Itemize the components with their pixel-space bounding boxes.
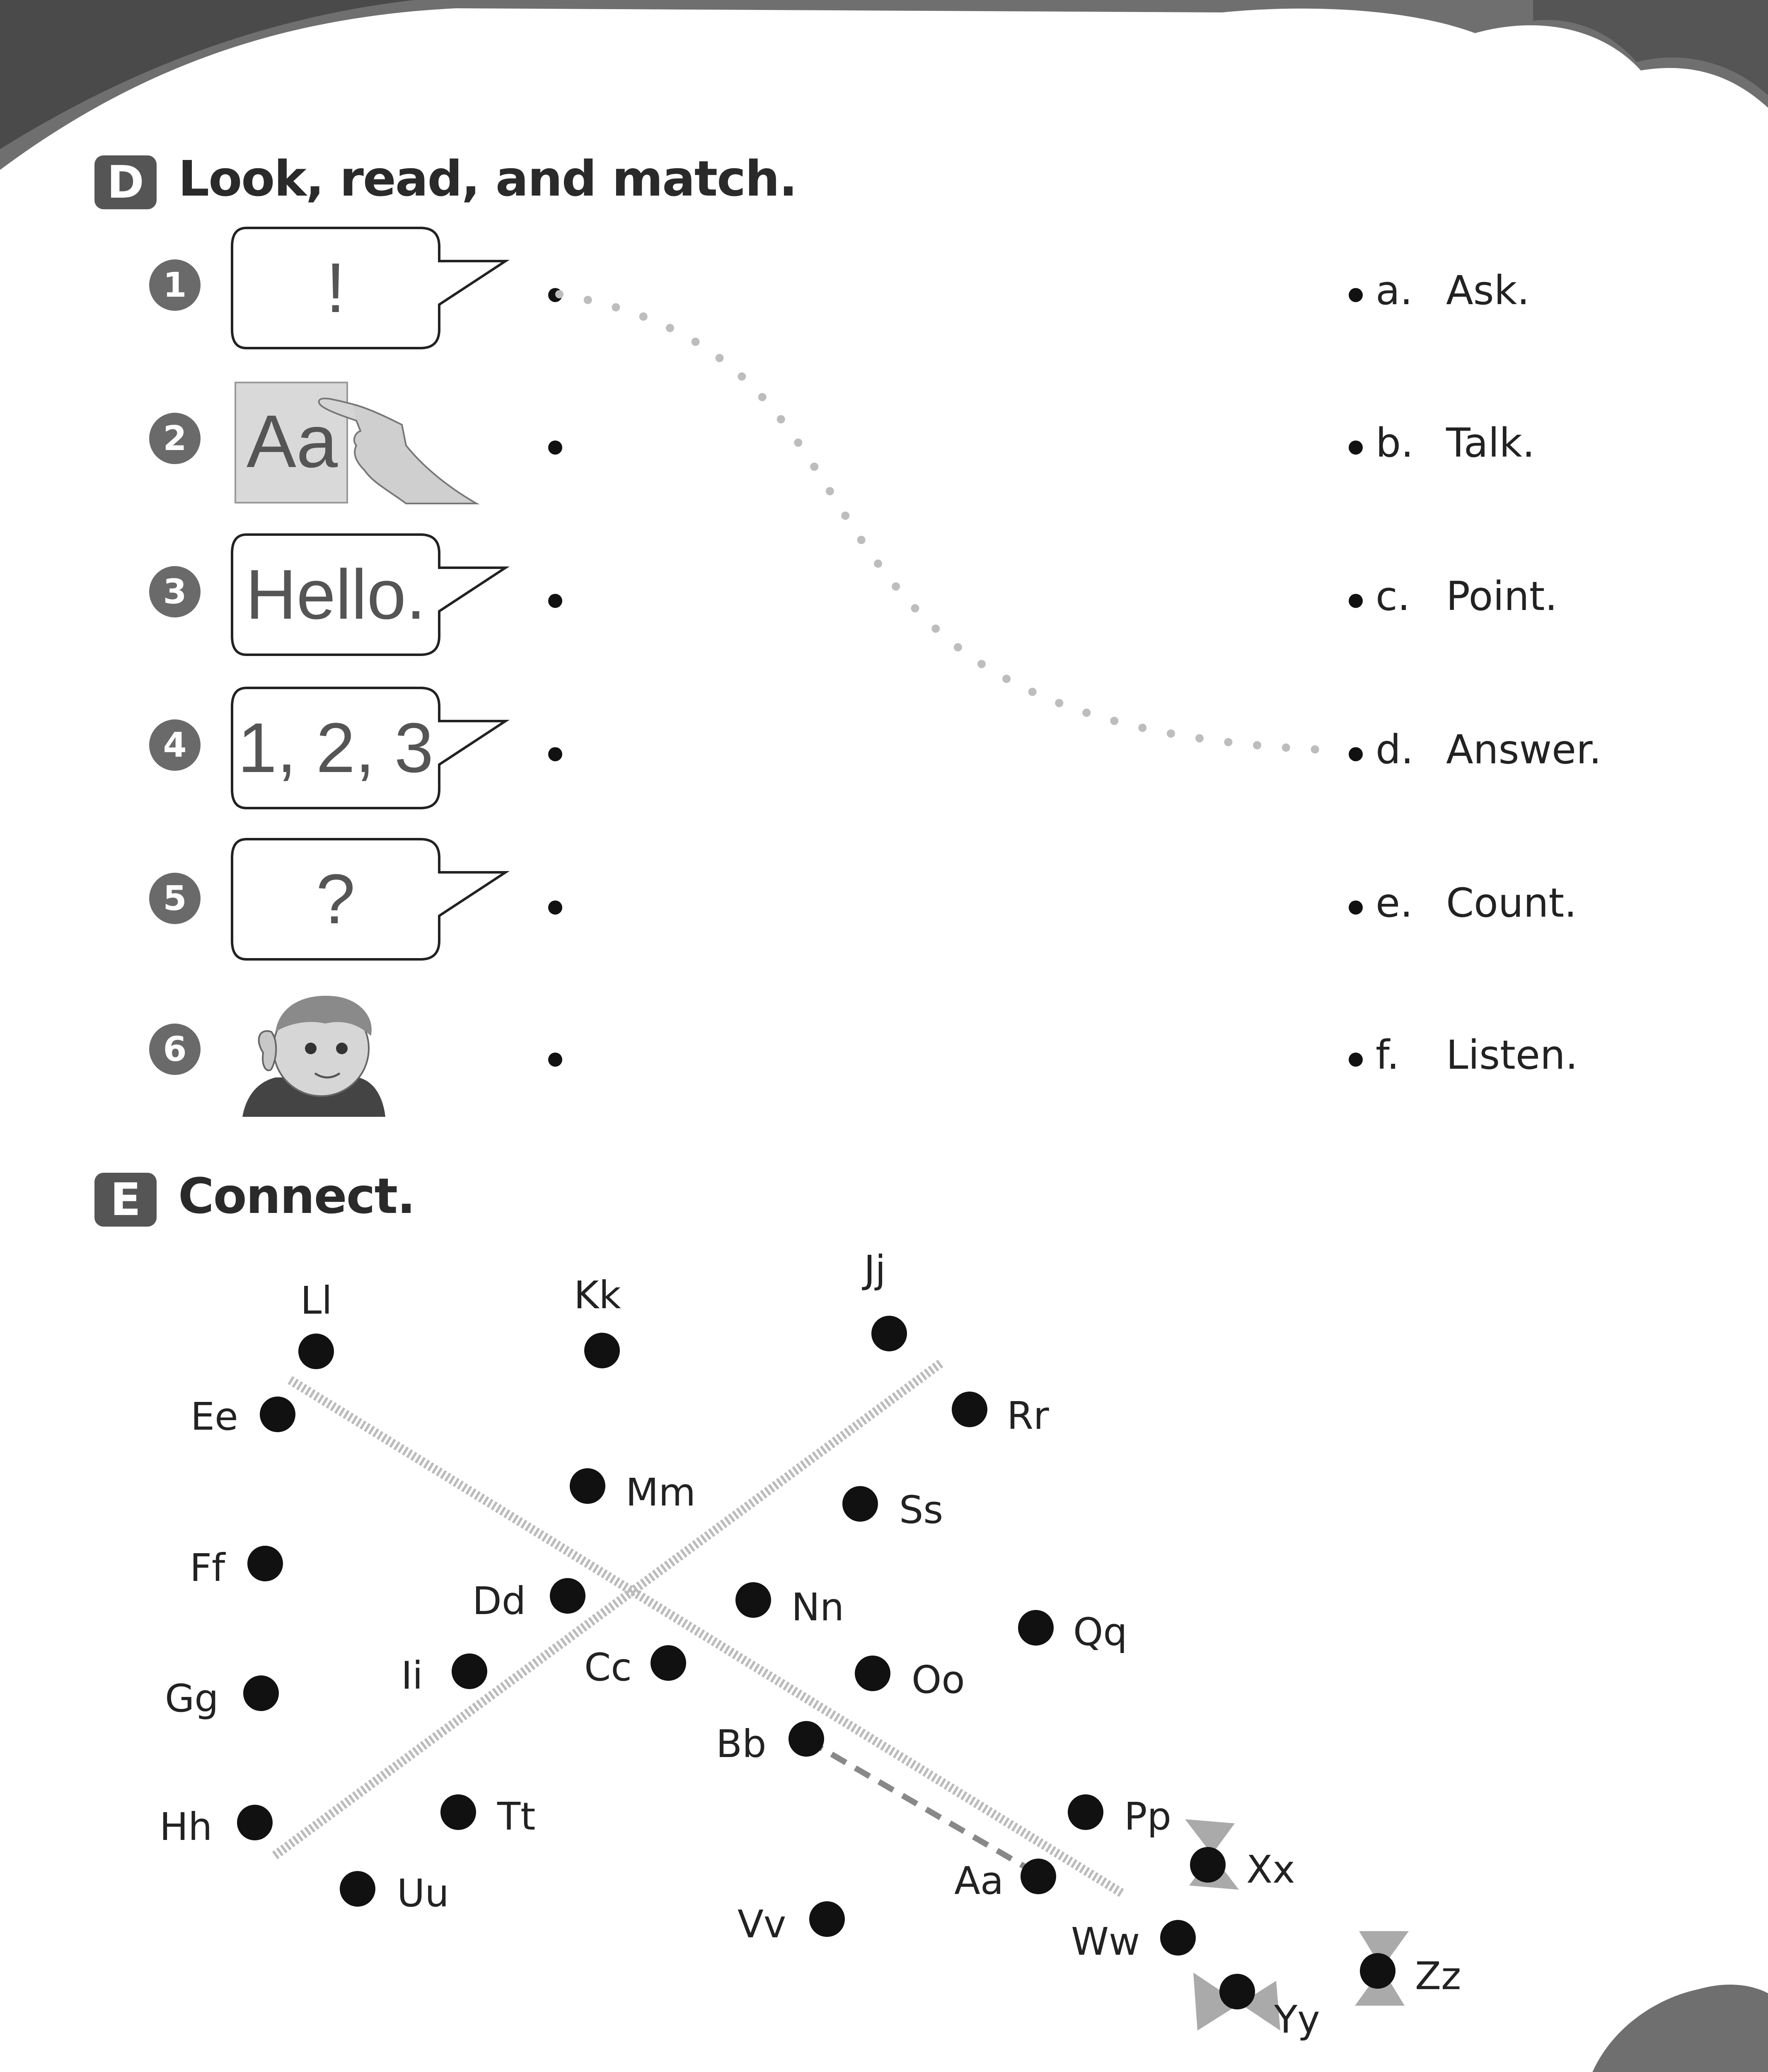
dot-hh[interactable] (237, 1805, 273, 1840)
item-6-match-dot[interactable] (548, 1053, 562, 1067)
dot-gg[interactable] (243, 1675, 279, 1711)
label-mm: Mm (626, 1470, 696, 1515)
dot-vv[interactable] (809, 1901, 845, 1937)
dot-mm[interactable] (570, 1468, 605, 1504)
label-ll: Ll (300, 1278, 332, 1323)
answer-d-dot[interactable] (1349, 747, 1363, 761)
label-ff: Ff (190, 1546, 225, 1590)
dot-ii[interactable] (452, 1653, 487, 1689)
label-bb: Bb (716, 1722, 767, 1766)
bubble-4-text: 1, 2, 3 (237, 709, 434, 787)
answer-e-text: Count. (1446, 880, 1577, 926)
label-hh: Hh (160, 1805, 213, 1849)
label-ww: Ww (1071, 1920, 1140, 1964)
dot-dd[interactable] (550, 1578, 585, 1614)
example-match-line (551, 286, 1359, 762)
answer-a-letter: a. (1376, 267, 1413, 314)
label-gg: Gg (165, 1676, 219, 1721)
dot-tt[interactable] (440, 1794, 476, 1830)
answer-c-letter: c. (1376, 573, 1410, 620)
dot-oo[interactable] (855, 1656, 890, 1691)
label-xx: Xx (1246, 1847, 1295, 1892)
label-dd: Dd (472, 1579, 526, 1623)
bubble-1-text: ! (326, 249, 346, 327)
dot-qq[interactable] (1018, 1610, 1054, 1646)
label-aa: Aa (954, 1859, 1004, 1903)
answer-f-text: Listen. (1446, 1032, 1578, 1078)
section-e-badge: E (94, 1173, 157, 1227)
item-number-1: 1 (149, 259, 201, 311)
item-number-5: 5 (149, 873, 201, 924)
dot-aa[interactable] (1021, 1859, 1056, 1894)
top-cloud-banner (0, 0, 1768, 174)
label-ss: Ss (899, 1488, 943, 1532)
dot-rr[interactable] (952, 1392, 987, 1427)
label-ii: Ii (401, 1653, 423, 1698)
label-nn: Nn (791, 1585, 844, 1629)
dot-ll[interactable] (298, 1334, 334, 1369)
label-vv: Vv (738, 1902, 786, 1946)
dot-yy[interactable] (1219, 1974, 1255, 2009)
answer-b-text: Talk. (1446, 420, 1535, 466)
answer-e-letter: e. (1376, 880, 1413, 926)
answer-b-dot[interactable] (1349, 441, 1363, 455)
answer-d-letter: d. (1376, 726, 1414, 773)
section-e-title: Connect. (178, 1167, 415, 1225)
answer-e-dot[interactable] (1349, 900, 1363, 915)
answer-f-letter: f. (1376, 1032, 1400, 1078)
answer-d-text: Answer. (1446, 726, 1602, 773)
item-5-match-dot[interactable] (548, 900, 562, 915)
dot-bb[interactable] (788, 1721, 824, 1757)
bubble-3-text: Hello. (245, 555, 426, 634)
answer-f-dot[interactable] (1349, 1053, 1363, 1067)
label-oo: Oo (912, 1658, 965, 1702)
label-yy: Yy (1274, 1997, 1320, 2042)
dot-ss[interactable] (842, 1486, 878, 1522)
dot-ee[interactable] (260, 1397, 295, 1432)
answer-c-dot[interactable] (1349, 594, 1363, 608)
section-d-title: Look, read, and match. (178, 150, 797, 207)
item-number-6: 6 (149, 1024, 201, 1075)
label-jj: Jj (864, 1247, 886, 1292)
label-zz: Zz (1415, 1954, 1461, 1998)
section-d-badge: D (94, 155, 157, 209)
bubble-5-text: ? (316, 860, 356, 939)
bottom-cloud-decoration (1533, 1939, 1768, 2072)
answer-b-letter: b. (1376, 420, 1414, 466)
answer-c-text: Point. (1446, 573, 1558, 620)
dot-zz[interactable] (1360, 1953, 1396, 1989)
item-number-4: 4 (149, 719, 201, 771)
dot-nn[interactable] (735, 1582, 771, 1618)
card-aa-text: Aa (246, 399, 338, 483)
dot-jj[interactable] (871, 1316, 907, 1351)
dot-ff[interactable] (247, 1546, 283, 1581)
label-tt: Tt (497, 1794, 536, 1839)
dot-pp[interactable] (1068, 1794, 1103, 1830)
label-rr: Rr (1007, 1394, 1049, 1438)
dot-xx[interactable] (1190, 1847, 1226, 1883)
label-kk: Kk (574, 1273, 621, 1317)
label-uu: Uu (397, 1871, 449, 1915)
boy-listening-picture (238, 990, 396, 1119)
answer-a-text: Ask. (1446, 267, 1530, 314)
label-pp: Pp (1124, 1794, 1171, 1839)
label-cc: Cc (584, 1645, 632, 1690)
dot-uu[interactable] (340, 1871, 375, 1907)
dot-cc[interactable] (651, 1645, 686, 1681)
label-ee: Ee (191, 1394, 238, 1439)
dot-kk[interactable] (584, 1333, 620, 1368)
dot-ww[interactable] (1160, 1920, 1196, 1956)
item-number-2: 2 (149, 413, 201, 464)
answer-a-dot[interactable] (1349, 288, 1363, 302)
item-number-3: 3 (149, 566, 201, 617)
label-qq: Qq (1073, 1610, 1127, 1654)
